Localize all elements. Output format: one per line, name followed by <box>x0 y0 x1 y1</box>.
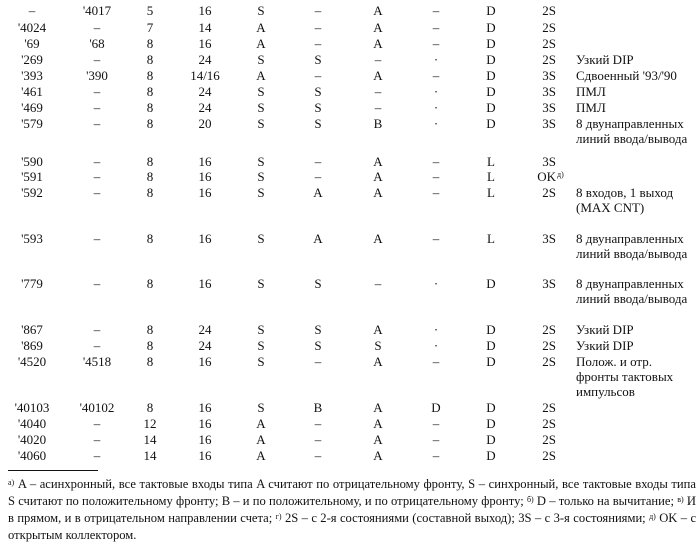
cell-output: 3S <box>542 116 556 131</box>
cell-count: L <box>487 169 495 184</box>
cell-load: A <box>313 231 323 246</box>
row-note: ПМЛ <box>576 100 606 115</box>
cell-bits: 8 <box>146 338 154 353</box>
cell-bits: 5 <box>146 3 154 18</box>
cell-reset: – <box>374 276 382 291</box>
cell-reset: A <box>373 432 383 447</box>
cell-pins: 14/16 <box>190 68 220 83</box>
cell-part: '269 <box>21 52 43 67</box>
cell-alt-part: – <box>93 154 101 169</box>
cell-count: D <box>486 36 496 51</box>
cell-part: '579 <box>21 116 43 131</box>
cell-clock-type: A <box>256 68 266 83</box>
cell-clock-type: S <box>257 100 265 115</box>
cell-output: 2S <box>542 338 556 353</box>
cell-count: D <box>486 20 496 35</box>
cell-load: – <box>314 20 322 35</box>
cell-load: – <box>314 169 322 184</box>
cell-reset: – <box>374 84 382 99</box>
cell-load: S <box>314 52 322 67</box>
cell-bits: 8 <box>146 100 154 115</box>
footnote-divider <box>8 470 98 471</box>
cell-bits: 8 <box>146 400 154 415</box>
cell-count: D <box>486 432 496 447</box>
row-note: Узкий DIP <box>576 338 634 353</box>
cell-load: – <box>314 448 322 463</box>
cell-reset: A <box>373 354 383 369</box>
cell-direction: – <box>432 36 440 51</box>
cell-bits: 8 <box>146 36 154 51</box>
cell-count: D <box>486 116 496 131</box>
cell-load: – <box>314 3 322 18</box>
cell-reset: – <box>374 100 382 115</box>
cell-clock-type: A <box>256 416 266 431</box>
cell-pins: 16 <box>198 416 212 431</box>
cell-pins: 20 <box>198 116 212 131</box>
cell-output: 3S <box>542 231 556 246</box>
cell-pins: 24 <box>198 338 212 353</box>
cell-bits: 7 <box>146 20 154 35</box>
cell-alt-part: – <box>93 338 101 353</box>
cell-part: '69 <box>24 36 40 51</box>
cell-alt-part: – <box>93 448 101 463</box>
cell-count: D <box>486 338 496 353</box>
cell-part: '4060 <box>17 448 47 463</box>
cell-alt-part: – <box>93 276 101 291</box>
cell-load: – <box>314 416 322 431</box>
cell-count: D <box>486 52 496 67</box>
cell-output: 3S <box>542 100 556 115</box>
cell-bits: 14 <box>143 448 157 463</box>
cell-part: '4024 <box>17 20 47 35</box>
cell-part: '593 <box>21 231 43 246</box>
cell-output: 3S <box>542 154 556 169</box>
cell-count: D <box>486 276 496 291</box>
cell-pins: 24 <box>198 52 212 67</box>
cell-output: 2S <box>542 52 556 67</box>
footnotes <box>8 476 696 544</box>
cell-load: – <box>314 354 322 369</box>
row-note: Узкий DIP <box>576 52 634 67</box>
cell-pins: 24 <box>198 322 212 337</box>
cell-pins: 16 <box>198 185 212 200</box>
cell-part: '469 <box>21 100 43 115</box>
cell-load: S <box>314 84 322 99</box>
footnote-mark-a: а) <box>8 478 15 487</box>
footnote-mark-d: д) <box>649 512 656 521</box>
cell-load: – <box>314 154 322 169</box>
cell-part: '592 <box>21 185 43 200</box>
cell-direction: – <box>432 154 440 169</box>
row-note: 8 двунаправленных линий ввода/вывода <box>576 231 688 261</box>
cell-direction: · <box>433 100 439 115</box>
cell-pins: 14 <box>198 20 212 35</box>
cell-clock-type: S <box>257 169 265 184</box>
cell-direction: – <box>432 20 440 35</box>
cell-direction: – <box>432 354 440 369</box>
cell-output: 2S <box>542 448 556 463</box>
footnote-mark-ok: д) <box>557 170 564 179</box>
cell-part: '4020 <box>17 432 47 447</box>
cell-clock-type: S <box>257 154 265 169</box>
cell-reset: A <box>373 20 383 35</box>
cell-alt-part: – <box>93 20 101 35</box>
cell-count: D <box>486 354 496 369</box>
cell-output: 3S <box>542 84 556 99</box>
cell-alt-part: – <box>93 432 101 447</box>
cell-part: '869 <box>21 338 43 353</box>
cell-alt-part: – <box>93 322 101 337</box>
cell-reset: A <box>373 416 383 431</box>
cell-direction: · <box>433 116 439 131</box>
cell-direction: D <box>431 400 441 415</box>
cell-output: 2S <box>542 432 556 447</box>
row-note: Полож. и отр. фронты тактовых импульсов <box>576 354 674 399</box>
cell-output: 2S <box>542 3 556 18</box>
cell-bits: 8 <box>146 68 154 83</box>
cell-reset: A <box>373 400 383 415</box>
cell-alt-part: '68 <box>89 36 105 51</box>
cell-bits: 8 <box>146 154 154 169</box>
cell-clock-type: S <box>257 354 265 369</box>
cell-clock-type: S <box>257 3 265 18</box>
row-note: 8 входов, 1 выход (MAX CNT) <box>576 185 674 215</box>
cell-output: 2S <box>542 400 556 415</box>
cell-part: '779 <box>21 276 43 291</box>
cell-count: D <box>486 100 496 115</box>
cell-alt-part: '4017 <box>82 3 112 18</box>
footnote-mark-g: г) <box>275 512 282 521</box>
cell-output: 2S <box>542 416 556 431</box>
cell-bits: 8 <box>146 116 154 131</box>
row-note: 8 двунаправленных линий ввода/вывода <box>576 116 688 146</box>
cell-output: 3S <box>542 276 556 291</box>
cell-part: '461 <box>21 84 43 99</box>
cell-output: 2S <box>542 354 556 369</box>
cell-alt-part: – <box>93 416 101 431</box>
cell-pins: 16 <box>198 400 212 415</box>
cell-pins: 24 <box>198 84 212 99</box>
footnote-a: A – асинхронный, все тактовые входы типа A считают по отрицательному фронту, S – синхронный, все тактовые входы типа S считают по положительному фронту; B – и по положительному, и по отрицательному фронту; <box>8 477 696 508</box>
cell-clock-type: S <box>257 338 265 353</box>
cell-pins: 16 <box>198 3 212 18</box>
cell-bits: 12 <box>143 416 157 431</box>
cell-part: '393 <box>21 68 43 83</box>
cell-clock-type: A <box>256 20 266 35</box>
cell-alt-part: – <box>93 116 101 131</box>
cell-pins: 16 <box>198 231 212 246</box>
cell-direction: · <box>433 322 439 337</box>
cell-part: '4040 <box>17 416 47 431</box>
footnote-v: И в прямом, и в отрицательном направлении счета; <box>8 494 697 525</box>
cell-clock-type: S <box>257 185 265 200</box>
cell-load: S <box>314 116 322 131</box>
cell-load: B <box>313 400 323 415</box>
footnote-mark-b: б) <box>526 495 534 504</box>
cell-count: D <box>486 400 496 415</box>
cell-reset: A <box>373 322 383 337</box>
cell-count: L <box>487 231 495 246</box>
cell-clock-type: A <box>256 432 266 447</box>
row-note: 8 двунаправленных линий ввода/вывода <box>576 276 688 306</box>
row-note: Сдвоенный '93/'90 <box>576 68 677 83</box>
cell-direction: – <box>432 169 440 184</box>
cell-reset: A <box>373 3 383 18</box>
row-note: ПМЛ <box>576 84 606 99</box>
cell-alt-part: – <box>93 84 101 99</box>
cell-pins: 16 <box>198 448 212 463</box>
cell-direction: · <box>433 52 439 67</box>
cell-part: – <box>28 3 36 18</box>
footnote-g: 2S – с 2-я состояниями (составной выход); 3S – с 3-я состояниями; <box>284 511 646 525</box>
cell-direction: – <box>432 231 440 246</box>
cell-load: – <box>314 68 322 83</box>
cell-reset: S <box>374 338 382 353</box>
cell-part: '590 <box>21 154 43 169</box>
cell-load: – <box>314 36 322 51</box>
cell-bits: 8 <box>146 276 154 291</box>
cell-load: S <box>314 100 322 115</box>
row-note: Узкий DIP <box>576 322 634 337</box>
cell-direction: – <box>432 68 440 83</box>
cell-reset: – <box>374 52 382 67</box>
cell-direction: · <box>433 338 439 353</box>
cell-pins: 16 <box>198 432 212 447</box>
cell-part: '40103 <box>14 400 50 415</box>
cell-pins: 16 <box>198 36 212 51</box>
cell-load: – <box>314 432 322 447</box>
cell-reset: A <box>373 68 383 83</box>
cell-reset: A <box>373 154 383 169</box>
footnote-d: OK – с открытым коллектором. <box>8 511 697 542</box>
cell-bits: 14 <box>143 432 157 447</box>
cell-alt-part: '40102 <box>79 400 115 415</box>
cell-direction: – <box>432 3 440 18</box>
cell-bits: 8 <box>146 322 154 337</box>
cell-pins: 16 <box>198 276 212 291</box>
cell-count: D <box>486 322 496 337</box>
cell-part: '591 <box>21 169 43 184</box>
footnote-mark-v: в) <box>677 495 684 504</box>
cell-bits: 8 <box>146 231 154 246</box>
cell-output: 2S <box>542 322 556 337</box>
cell-bits: 8 <box>146 185 154 200</box>
cell-clock-type: S <box>257 322 265 337</box>
cell-count: D <box>486 416 496 431</box>
cell-alt-part: '4518 <box>82 354 112 369</box>
cell-direction: – <box>432 185 440 200</box>
cell-direction: · <box>433 276 439 291</box>
cell-direction: · <box>433 84 439 99</box>
cell-alt-part: – <box>93 169 101 184</box>
cell-count: D <box>486 3 496 18</box>
cell-output: 2S <box>542 185 556 200</box>
cell-reset: A <box>373 169 383 184</box>
cell-clock-type: S <box>257 52 265 67</box>
cell-direction: – <box>432 416 440 431</box>
cell-count: D <box>486 448 496 463</box>
cell-direction: – <box>432 448 440 463</box>
cell-count: D <box>486 84 496 99</box>
footnote-b: D – только на вычитание; <box>536 494 675 508</box>
cell-clock-type: S <box>257 116 265 131</box>
cell-pins: 24 <box>198 100 212 115</box>
cell-alt-part: – <box>93 185 101 200</box>
cell-clock-type: S <box>257 84 265 99</box>
cell-pins: 16 <box>198 154 212 169</box>
cell-alt-part: – <box>93 231 101 246</box>
cell-load: S <box>314 276 322 291</box>
cell-load: A <box>313 185 323 200</box>
cell-bits: 8 <box>146 52 154 67</box>
cell-reset: B <box>373 116 383 131</box>
cell-bits: 8 <box>146 84 154 99</box>
cell-part: '4520 <box>17 354 47 369</box>
cell-reset: A <box>373 36 383 51</box>
cell-direction: – <box>432 432 440 447</box>
cell-bits: 8 <box>146 354 154 369</box>
cell-clock-type: S <box>257 276 265 291</box>
cell-clock-type: A <box>256 448 266 463</box>
cell-reset: A <box>373 231 383 246</box>
cell-count: L <box>487 185 495 200</box>
cell-alt-part: – <box>93 52 101 67</box>
cell-output: 3S <box>542 68 556 83</box>
cell-count: D <box>486 68 496 83</box>
cell-reset: A <box>373 185 383 200</box>
cell-reset: A <box>373 448 383 463</box>
cell-alt-part: '390 <box>86 68 108 83</box>
cell-output: OK <box>537 169 556 184</box>
cell-output: 2S <box>542 20 556 35</box>
cell-bits: 8 <box>146 169 154 184</box>
cell-load: S <box>314 322 322 337</box>
cell-count: L <box>487 154 495 169</box>
cell-clock-type: S <box>257 400 265 415</box>
cell-clock-type: S <box>257 231 265 246</box>
cell-load: S <box>314 338 322 353</box>
cell-pins: 16 <box>198 354 212 369</box>
cell-alt-part: – <box>93 100 101 115</box>
cell-output: 2S <box>542 36 556 51</box>
cell-pins: 16 <box>198 169 212 184</box>
cell-part: '867 <box>21 322 43 337</box>
cell-clock-type: A <box>256 36 266 51</box>
